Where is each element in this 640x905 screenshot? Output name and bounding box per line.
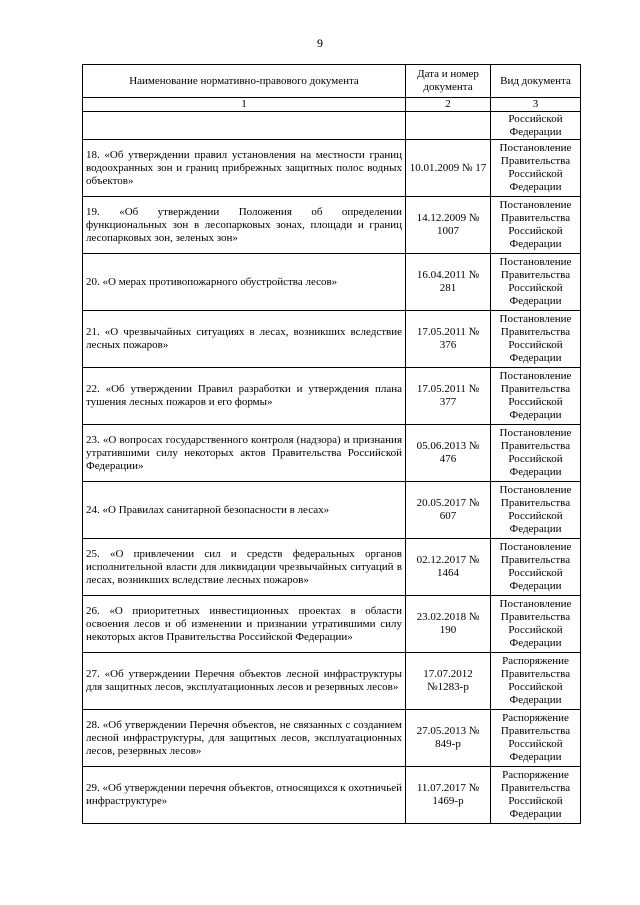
document-name: 18. «Об утверждении правил установления на местности границ водоохранных зон и границ прибрежных защитных полос водных объектов»	[83, 140, 406, 197]
document-name: 19. «Об утверждении Положения об определении функциональных зон в лесопарковых зонах, площади и границ лесопарковых зон, зеленых зон»	[83, 197, 406, 254]
table-row	[83, 539, 581, 596]
document-date-number: 17.05.2011 № 377	[406, 368, 491, 425]
document-date-number: 17.07.2012 №1283-р	[406, 653, 491, 710]
table-header-row	[83, 65, 581, 98]
document-date-number: 14.12.2009 № 1007	[406, 197, 491, 254]
document-name: 20. «О мерах противопожарного обустройства лесов»	[83, 254, 406, 311]
table-row	[83, 710, 581, 767]
document-name: 25. «О привлечении сил и средств федеральных органов исполнительной власти для ликвидации чрезвычайных ситуаций в лесах, возникших вследствие лесных пожаров»	[83, 539, 406, 596]
document-name: 22. «Об утверждении Правил разработки и утверждения плана тушения лесных пожаров и его формы»	[83, 368, 406, 425]
column-number-3: 3	[491, 98, 581, 112]
table-row	[83, 425, 581, 482]
document-kind: Распоряжение Правительства Российской Федерации	[491, 767, 581, 824]
document-kind: Постановление Правительства Российской Федерации	[491, 596, 581, 653]
documents-table	[82, 64, 581, 824]
column-numbers-row	[83, 98, 581, 112]
document-date-number: 20.05.2017 № 607	[406, 482, 491, 539]
document-date-number: 05.06.2013 № 476	[406, 425, 491, 482]
table-row	[83, 767, 581, 824]
column-number-1: 1	[83, 98, 406, 112]
document-kind: Постановление Правительства Российской Федерации	[491, 539, 581, 596]
document-date-number: 02.12.2017 № 1464	[406, 539, 491, 596]
document-name	[83, 112, 406, 140]
document-date-number: 17.05.2011 № 376	[406, 311, 491, 368]
table-row	[83, 653, 581, 710]
header-date-number: Дата и номер документа	[406, 65, 491, 98]
document-kind: Постановление Правительства Российской Федерации	[491, 140, 581, 197]
page-number: 9	[317, 36, 323, 50]
document-kind: Постановление Правительства Российской Федерации	[491, 425, 581, 482]
table-row	[83, 596, 581, 653]
document-date-number	[406, 112, 491, 140]
document-kind: Постановление Правительства Российской Федерации	[491, 311, 581, 368]
column-number-2: 2	[406, 98, 491, 112]
document-kind: Постановление Правительства Российской Федерации	[491, 197, 581, 254]
table-row	[83, 311, 581, 368]
document-kind: Постановление Правительства Российской Федерации	[491, 254, 581, 311]
table-row	[83, 254, 581, 311]
document-kind: Российской Федерации	[491, 112, 581, 140]
table-row-continuation	[83, 112, 581, 140]
document-name: 27. «Об утверждении Перечня объектов лесной инфраструктуры для защитных лесов, эксплуатационных лесов и резервных лесов»	[83, 653, 406, 710]
table-row	[83, 368, 581, 425]
table-row	[83, 197, 581, 254]
header-document-name: Наименование нормативно-правового документа	[83, 65, 406, 98]
document-date-number: 27.05.2013 № 849-р	[406, 710, 491, 767]
document-name: 28. «Об утверждении Перечня объектов, не связанных с созданием лесной инфраструктуры, для защитных лесов, эксплуатационных лесов, резервных лесов»	[83, 710, 406, 767]
table-row	[83, 140, 581, 197]
document-kind: Постановление Правительства Российской Федерации	[491, 482, 581, 539]
document-name: 24. «О Правилах санитарной безопасности в лесах»	[83, 482, 406, 539]
document-name: 29. «Об утверждении перечня объектов, относящихся к охотничьей инфраструктуре»	[83, 767, 406, 824]
document-kind: Распоряжение Правительства Российской Федерации	[491, 653, 581, 710]
document-name: 26. «О приоритетных инвестиционных проектах в области освоения лесов и об изменении и признании утратившими силу некоторых актов Правительства Российской Федерации»	[83, 596, 406, 653]
document-name: 23. «О вопросах государственного контроля (надзора) и признания утратившими силу некоторых актов Правительства Российской Федерации»	[83, 425, 406, 482]
document-date-number: 10.01.2009 № 17	[406, 140, 491, 197]
table-row	[83, 482, 581, 539]
document-date-number: 16.04.2011 № 281	[406, 254, 491, 311]
header-document-kind: Вид документа	[491, 65, 581, 98]
document-date-number: 11.07.2017 № 1469-р	[406, 767, 491, 824]
document-date-number: 23.02.2018 № 190	[406, 596, 491, 653]
document-kind: Постановление Правительства Российской Федерации	[491, 368, 581, 425]
document-kind: Распоряжение Правительства Российской Федерации	[491, 710, 581, 767]
document-name: 21. «О чрезвычайных ситуациях в лесах, возникших вследствие лесных пожаров»	[83, 311, 406, 368]
